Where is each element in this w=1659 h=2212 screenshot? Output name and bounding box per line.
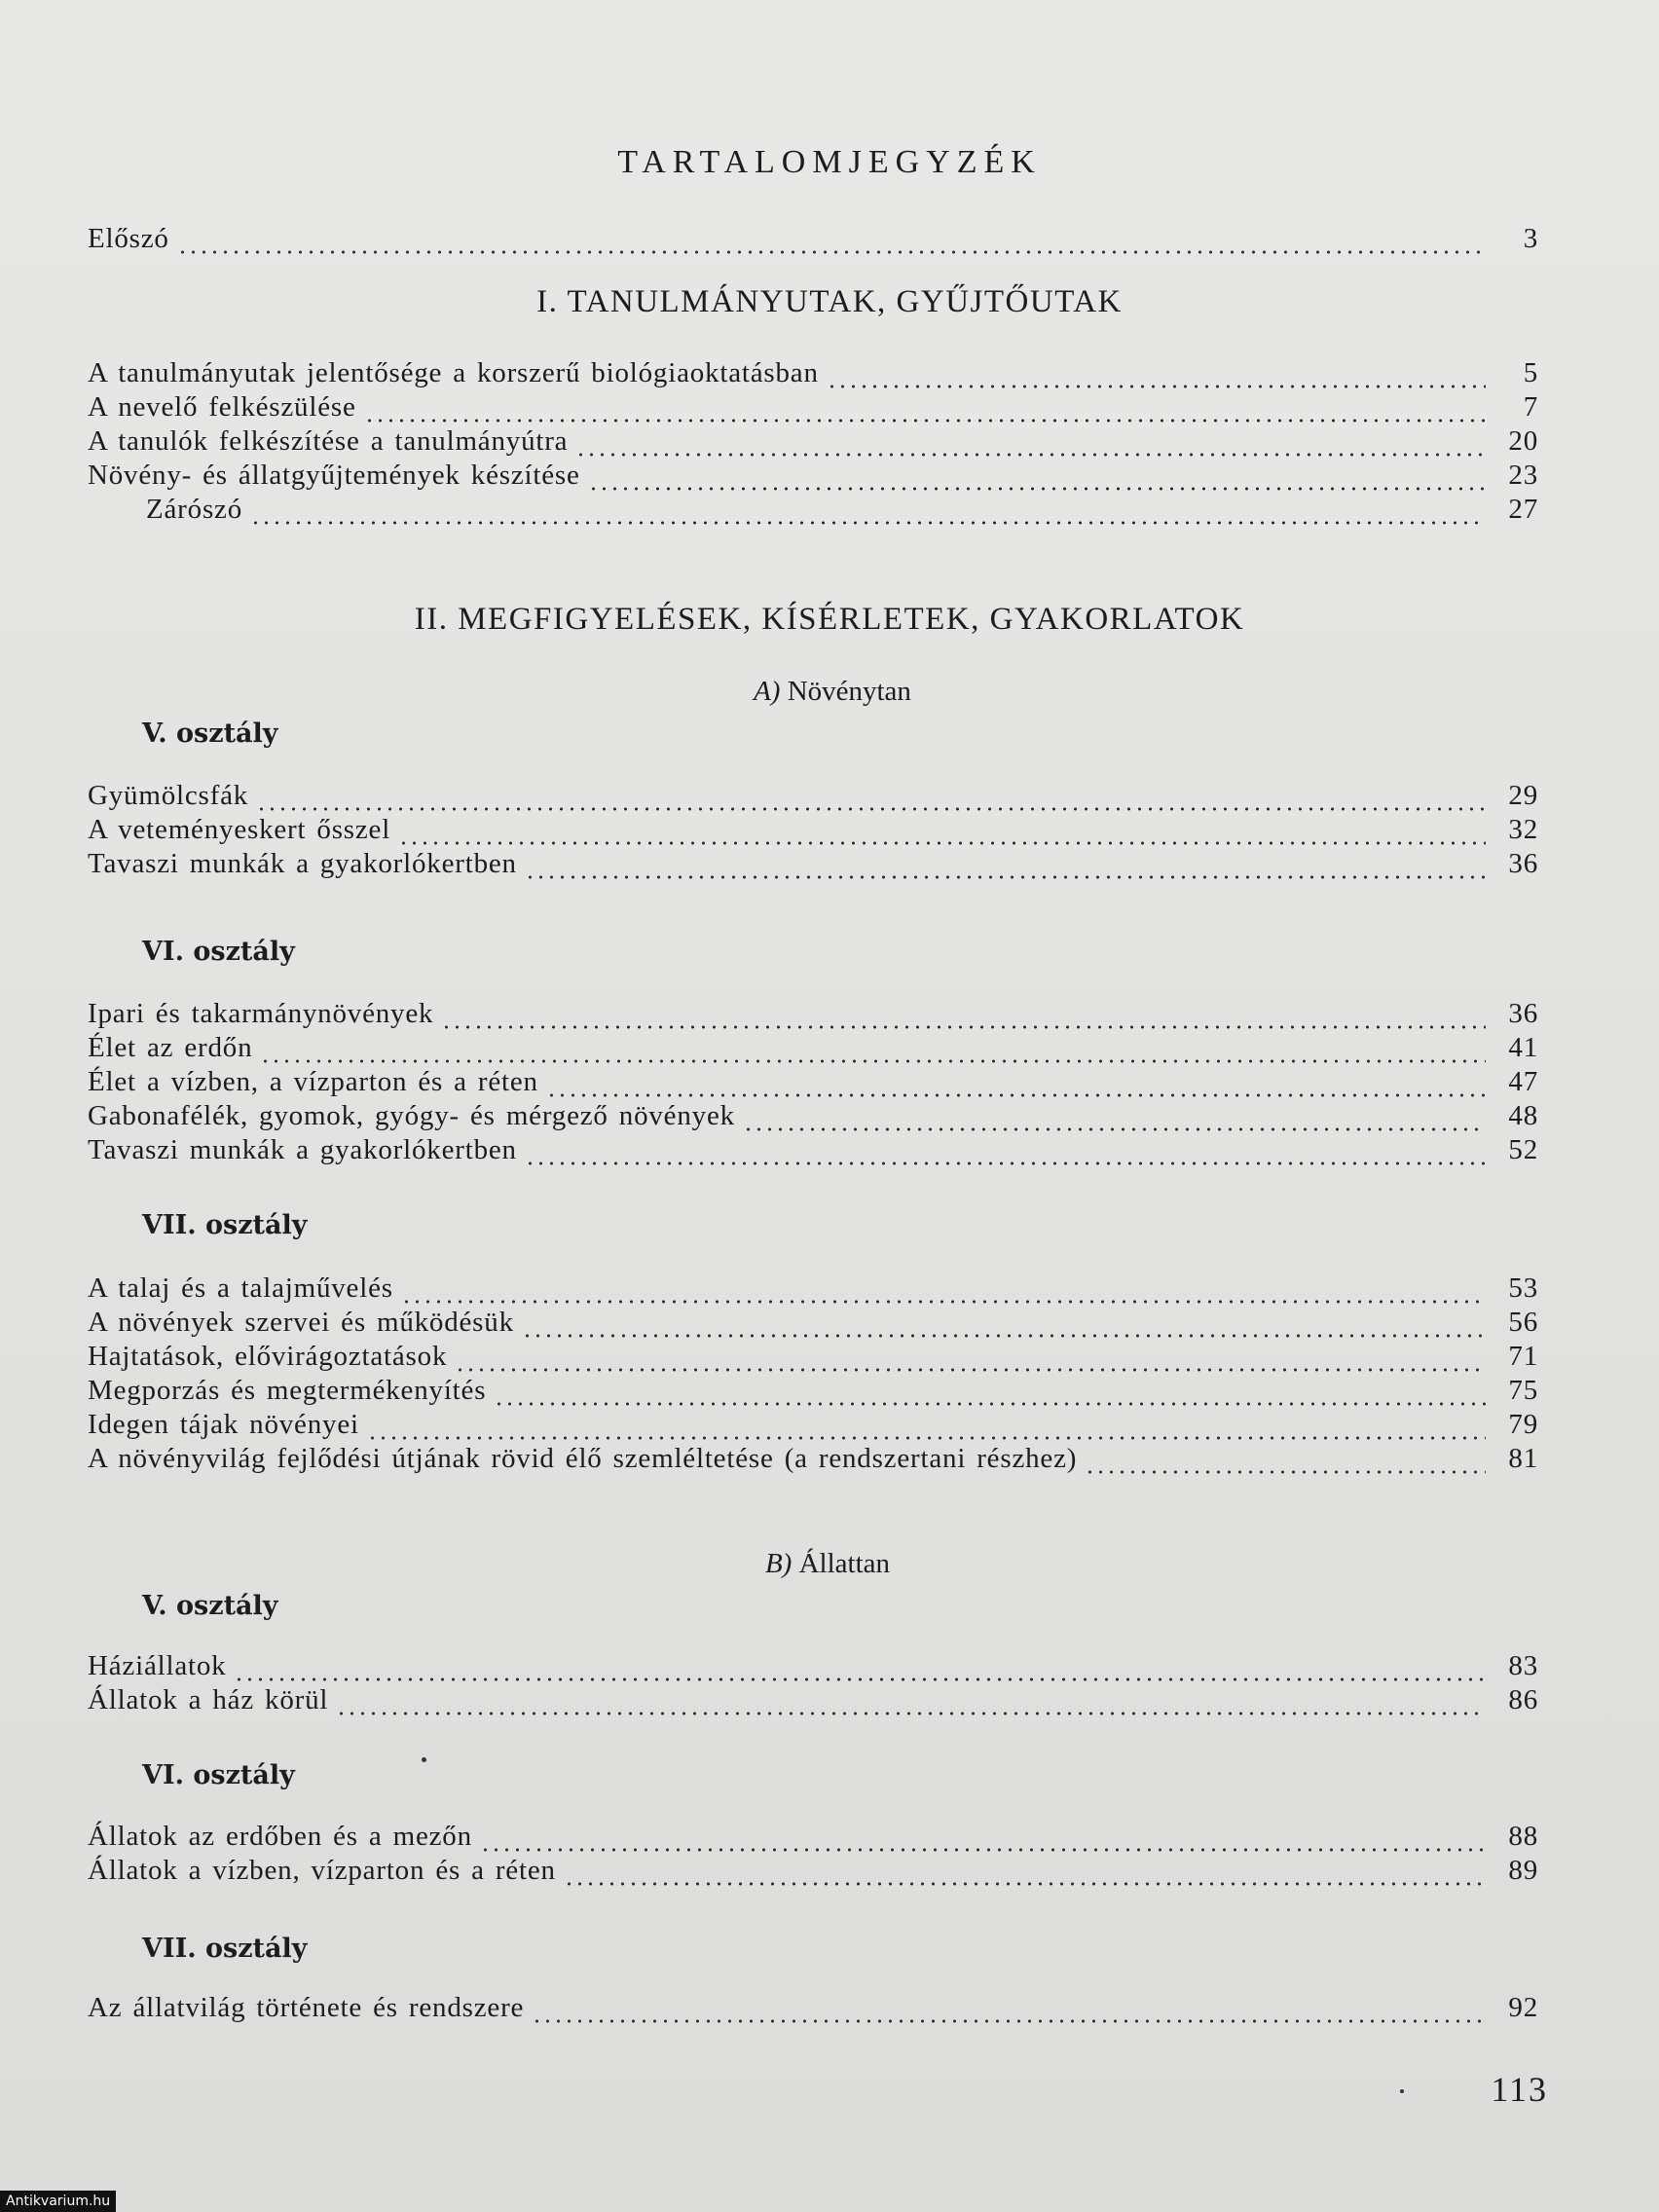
- toc-entry: [88, 1683, 1538, 1716]
- toc-entry-preface: [88, 222, 1538, 255]
- toc-entry-page: 75: [1508, 1375, 1538, 1406]
- toc-entry-label: A nevelő felkészülése: [88, 391, 356, 423]
- dot-leader: [546, 1077, 1486, 1098]
- toc-entry-page: 36: [1508, 848, 1538, 879]
- toc-entry-page: 81: [1508, 1443, 1538, 1474]
- toc-entry-page: 89: [1508, 1855, 1538, 1886]
- toc-entry-label: Zárószó: [146, 494, 243, 525]
- subsection-heading-zoology: [720, 1548, 935, 1580]
- toc-entry-label: Állatok az erdőben és a mezőn: [88, 1821, 472, 1852]
- toc-entry: [88, 779, 1538, 812]
- toc-entry: [88, 1442, 1538, 1475]
- subsection-name: Növénytan: [787, 676, 911, 707]
- toc-entry-label: A növények szervei és működésük: [88, 1307, 514, 1338]
- print-speck: [422, 1757, 426, 1762]
- dot-leader: [455, 1351, 1486, 1373]
- toc-entry: [88, 1272, 1538, 1305]
- toc-entry-label: Gyümölcsfák: [88, 780, 249, 811]
- toc-entry-label: Tavaszi munkák a gyakorlókertben: [88, 1134, 517, 1165]
- toc-entry: [88, 493, 1538, 526]
- toc-entry-label: A növényvilág fejlődési útjának rövid élő szemléltetése (a rendszertani részhez): [88, 1443, 1078, 1474]
- toc-entry-page: 20: [1508, 425, 1538, 457]
- subsection-name: Állattan: [798, 1548, 891, 1579]
- grade-heading: VII. osztály: [142, 1210, 308, 1240]
- toc-entry-label: Előszó: [88, 223, 169, 254]
- page-title: TARTALOMJEGYZÉK: [617, 144, 1042, 180]
- toc-entry: [88, 390, 1538, 424]
- toc-entry: [88, 424, 1538, 458]
- part-1-heading: I. TANULMÁNYUTAK, GYŰJTŐUTAK: [536, 284, 1123, 319]
- toc-entry-page: 23: [1508, 460, 1538, 491]
- toc-entry: [88, 1099, 1538, 1132]
- dot-leader: [234, 1661, 1486, 1682]
- toc-entry-label: Gabonafélék, gyomok, gyógy- és mérgező növények: [88, 1100, 735, 1131]
- toc-entry-label: A talaj és a talajművelés: [88, 1272, 393, 1304]
- dot-leader: [398, 825, 1486, 846]
- toc-entry-page: 48: [1508, 1100, 1538, 1131]
- grade-heading: VII. osztály: [142, 1934, 308, 1964]
- toc-entry-label: A veteményeskert ősszel: [88, 814, 391, 845]
- grade-heading: V. osztály: [142, 1591, 278, 1621]
- dot-leader: [401, 1283, 1486, 1305]
- toc-entry: [88, 1991, 1538, 2024]
- grade-heading: VI. osztály: [142, 937, 295, 967]
- toc-entry-label: A tanulmányutak jelentősége a korszerű biológiaoktatásban: [88, 357, 819, 388]
- toc-entry-page: 53: [1508, 1272, 1538, 1304]
- toc-entry: [88, 1340, 1538, 1373]
- toc-entry: [88, 997, 1538, 1030]
- toc-entry: [88, 813, 1538, 846]
- dot-leader: [336, 1695, 1486, 1716]
- part-2-heading: II. MEGFIGYELÉSEK, KÍSÉRLETEK, GYAKORLATOK: [414, 602, 1245, 637]
- toc-entry-page: 86: [1508, 1684, 1538, 1715]
- toc-entry-label: Állatok a ház körül: [88, 1684, 329, 1715]
- toc-entry-page: 88: [1508, 1821, 1538, 1852]
- subsection-prefix: A): [754, 676, 781, 707]
- dot-leader: [827, 368, 1486, 389]
- toc-entry-page: 36: [1508, 998, 1538, 1029]
- dot-leader: [494, 1385, 1486, 1407]
- toc-entry-label: Élet az erdőn: [88, 1032, 253, 1063]
- toc-entry-page: 71: [1508, 1341, 1538, 1372]
- toc-entry: [88, 1065, 1538, 1098]
- dot-leader: [367, 1419, 1486, 1441]
- toc-entry-page: 56: [1508, 1307, 1538, 1338]
- grade-heading: VI. osztály: [142, 1760, 295, 1790]
- dot-leader: [250, 504, 1486, 526]
- print-speck: [1400, 2089, 1404, 2093]
- watermark: Antikvarium.hu: [0, 2191, 116, 2212]
- toc-entry-page: 52: [1508, 1134, 1538, 1165]
- toc-entry-page: 3: [1523, 223, 1538, 254]
- toc-entry-page: 27: [1508, 494, 1538, 525]
- dot-leader: [441, 1009, 1486, 1030]
- toc-entry-label: Idegen tájak növényei: [88, 1409, 359, 1440]
- dot-leader: [522, 1317, 1486, 1339]
- toc-entry: [88, 1133, 1538, 1166]
- toc-entry-page: 29: [1508, 780, 1538, 811]
- toc-entry: [88, 1820, 1538, 1853]
- toc-entry: [88, 1649, 1538, 1682]
- toc-entry-label: Hajtatások, elővirágoztatások: [88, 1341, 448, 1372]
- toc-entry-label: Háziállatok: [88, 1650, 227, 1681]
- toc-entry-page: 7: [1523, 391, 1538, 423]
- toc-entry: [88, 1374, 1538, 1407]
- dot-leader: [564, 1865, 1486, 1887]
- subsection-heading-botany: [720, 676, 944, 708]
- dot-leader: [260, 1043, 1486, 1064]
- toc-entry-page: 79: [1508, 1409, 1538, 1440]
- toc-entry-page: 32: [1508, 814, 1538, 845]
- dot-leader: [177, 234, 1486, 255]
- toc-entry-page: 92: [1508, 1992, 1538, 2023]
- dot-leader: [588, 470, 1486, 492]
- dot-leader: [743, 1111, 1486, 1132]
- toc-entry-page: 41: [1508, 1032, 1538, 1063]
- dot-leader: [480, 1831, 1486, 1853]
- toc-entry-label: Tavaszi munkák a gyakorlókertben: [88, 848, 517, 879]
- toc-entry-page: 47: [1508, 1066, 1538, 1097]
- dot-leader: [364, 402, 1486, 424]
- toc-entry-label: Az állatvilág története és rendszere: [88, 1992, 525, 2023]
- toc-entry-label: Állatok a vízben, vízparton és a réten: [88, 1855, 556, 1886]
- dot-leader: [256, 791, 1486, 812]
- toc-entry: [88, 1408, 1538, 1441]
- grade-heading: V. osztály: [142, 719, 278, 749]
- toc-entry: [88, 847, 1538, 880]
- toc-entry: [88, 1854, 1538, 1887]
- toc-entry-label: Ipari és takarmánynövények: [88, 998, 434, 1029]
- subsection-prefix: B): [764, 1548, 793, 1579]
- toc-entry: [88, 459, 1538, 492]
- toc-entry: [88, 356, 1538, 389]
- toc-entry-page: 83: [1508, 1650, 1538, 1681]
- toc-entry-label: Élet a vízben, a vízparton és a réten: [88, 1066, 538, 1097]
- dot-leader: [525, 1145, 1486, 1166]
- toc-entry: [88, 1306, 1538, 1339]
- toc-entry-label: Megporzás és megtermékenyítés: [88, 1375, 487, 1406]
- dot-leader: [525, 859, 1486, 880]
- dot-leader: [575, 436, 1486, 458]
- toc-entry: [88, 1031, 1538, 1064]
- dot-leader: [532, 2003, 1486, 2024]
- page-number: 113: [1491, 2070, 1548, 2109]
- toc-entry-page: 5: [1523, 357, 1538, 388]
- dot-leader: [1085, 1454, 1486, 1475]
- toc-entry-label: A tanulók felkészítése a tanulmányútra: [88, 425, 569, 457]
- toc-entry-label: Növény- és állatgyűjtemények készítése: [88, 460, 580, 491]
